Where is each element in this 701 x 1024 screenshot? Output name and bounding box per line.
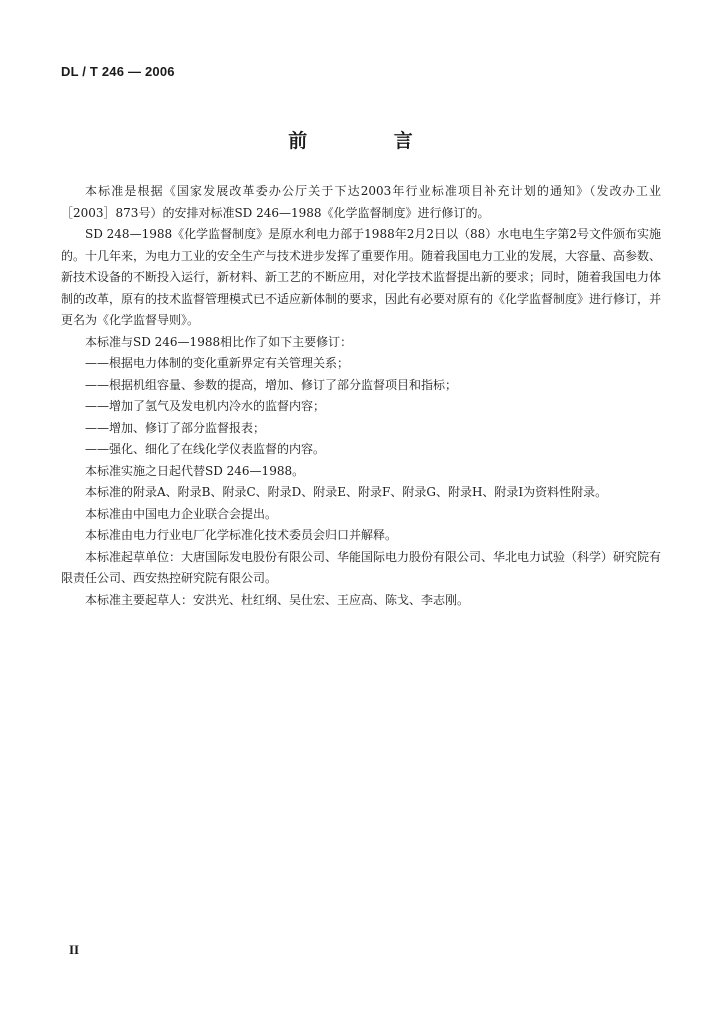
- document-code-header: DL / T 246 — 2006: [61, 64, 175, 79]
- paragraph-replacement: 本标准实施之日起代替SD 246—1988。: [85, 463, 305, 478]
- revision-item: ——根据电力体制的变化重新界定有关管理关系；: [85, 356, 350, 370]
- revision-item: ——增加了氢气及发电机内冷水的监督内容；: [85, 399, 326, 413]
- paragraph-history: SD 248—1988《化学监督制度》是原水利电力部于1988年2月2日以（88）水电电生字第2号文件颁布实施的。十几年来，为电力工业的安全生产与技术进步发挥了重要作用。随着我国电力工业的发展，大容量、高参数、新技术设备的不断投入运行，新材料、新工艺的不断应用，对化学技术监督提出新的要求；同时，随着我国电力体制的改革，原有的技术监督管理模式已不适应新体制的要求，因此有必要对原有的《化学监督制度》进行修订，并更名为《化学监督导则》。: [61, 227, 662, 327]
- paragraph-proposer: 本标准由中国电力企业联合会提出。: [85, 506, 278, 521]
- paragraph-drafting-units: 本标准起草单位：大唐国际发电股份有限公司、华能国际电力股份有限公司、华北电力试验（科学）研究院有限责任公司、西安热控研究院有限公司。: [61, 549, 662, 585]
- foreword-body: [61, 181, 661, 611]
- page-title: 前 言: [288, 130, 453, 152]
- paragraph-revisions-intro: 本标准与SD 246—1988相比作了如下主要修订：: [85, 334, 353, 349]
- paragraph-basis: 本标准是根据《国家发展改革委办公厅关于下达2003年行业标准项目补充计划的通知》（发改办工业［2003］873号）的安排对标准SD 246—1988《化学监督制度》进行修订的。: [61, 184, 661, 220]
- paragraph-drafters: 本标准主要起草人：安洪光、杜红纲、吴仕宏、王应高、陈戈、李志刚。: [85, 592, 470, 607]
- revision-item: ——增加、修订了部分监督报表；: [85, 420, 266, 435]
- paragraph-interpretation: 本标准由电力行业电厂化学标准化技术委员会归口并解释。: [85, 528, 398, 542]
- paragraph-appendices: 本标准的附录A、附录B、附录C、附录D、附录E、附录F、附录G、附录H、附录I为资料性附录。: [85, 485, 608, 499]
- page-number: II: [69, 942, 80, 957]
- revision-item: ——根据机组容量、参数的提高，增加、修订了部分监督项目和指标；: [85, 377, 458, 392]
- revision-item: ——强化、细化了在线化学仪表监督的内容。: [85, 442, 326, 456]
